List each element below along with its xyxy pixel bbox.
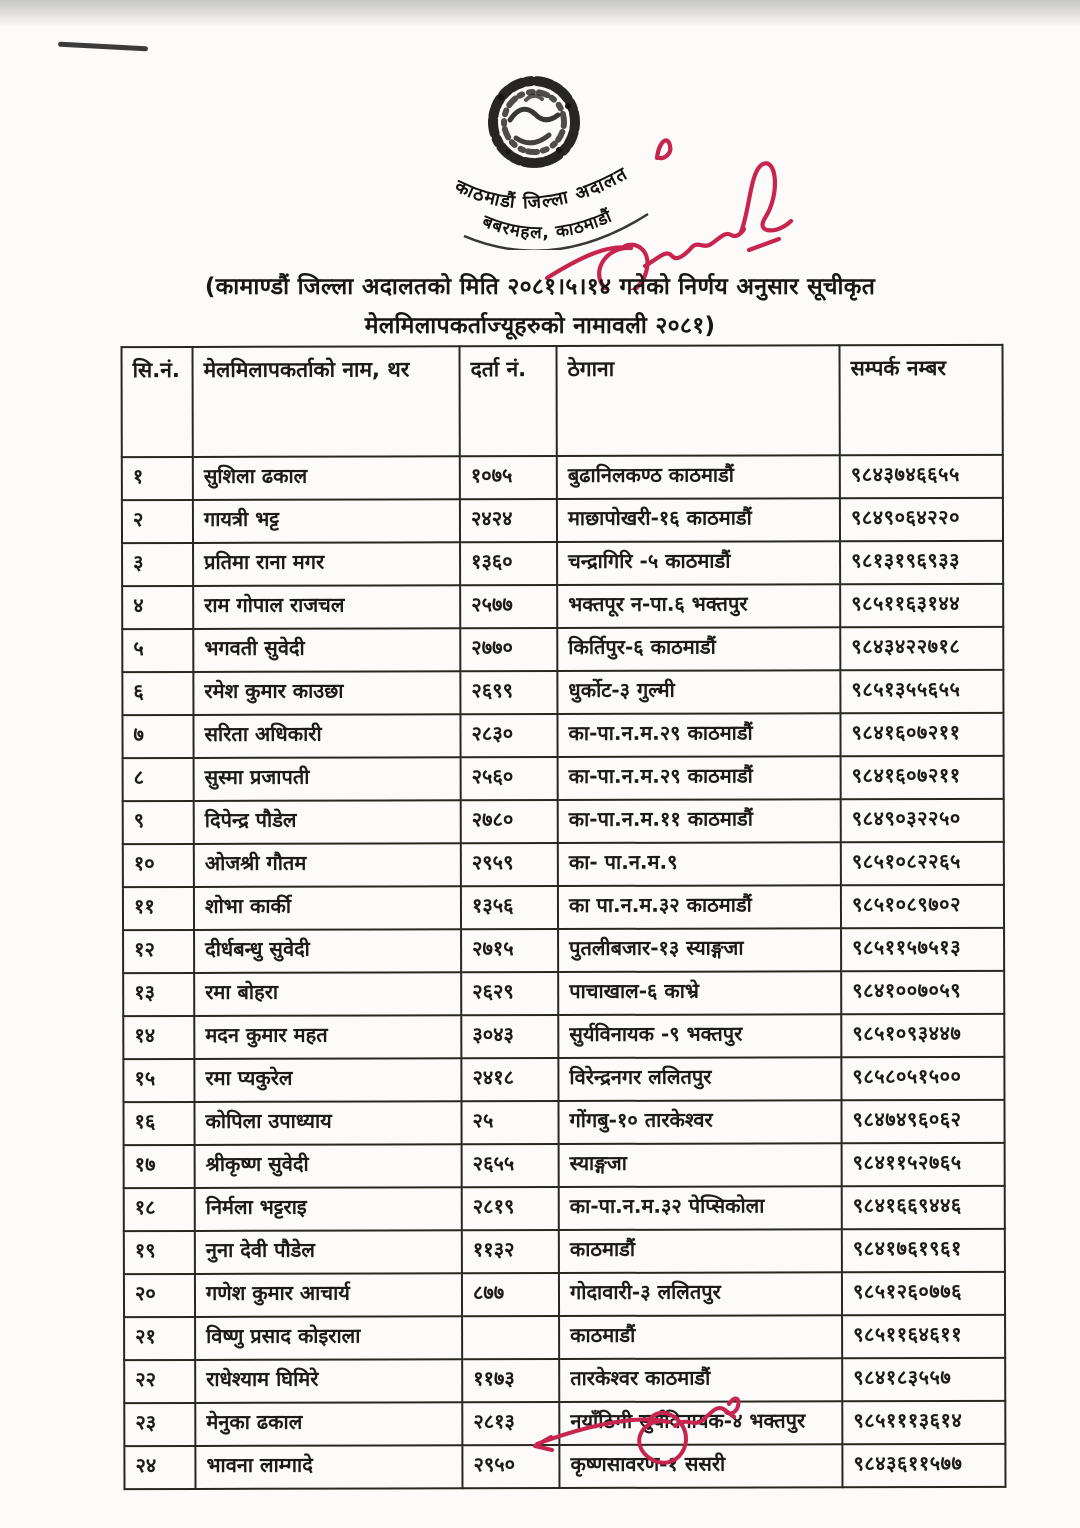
cell-sn: ६	[122, 672, 193, 715]
cell-address: गोंगबु-१० तारकेश्वर	[558, 1100, 841, 1144]
table-row	[124, 1186, 1005, 1231]
cell-sn: २०	[124, 1274, 195, 1317]
cell-name: ओजश्री गौतम	[194, 843, 461, 887]
cell-name: दिपेन्द्र पौडेल	[194, 800, 461, 844]
cell-sn: २४	[124, 1446, 195, 1489]
cell-name: रमा प्यकुरेल	[194, 1058, 461, 1102]
cell-phone: ९८५१०८९७०२	[841, 885, 1004, 928]
cell-address: काठमाडौं	[559, 1229, 842, 1273]
cell-address: चन्द्रागिरि -५ काठमाडौं	[557, 541, 840, 585]
cell-address: विरेन्द्रनगर ललितपुर	[558, 1057, 841, 1101]
cell-address: तारकेश्वर काठमाडौं	[559, 1358, 842, 1402]
cell-name: गायत्री भट्ट	[193, 499, 460, 543]
cell-address: काठमाडौं	[559, 1315, 842, 1359]
cell-address: पाचाखाल-६ काभ्रे	[558, 971, 841, 1015]
cell-sn: ११	[123, 887, 194, 930]
cell-name: निर्मला भट्टराइ	[195, 1187, 462, 1231]
cell-name: नुना देवी पौडेल	[195, 1230, 462, 1274]
cell-reg: २८१३	[462, 1402, 559, 1445]
table-row	[123, 842, 1004, 887]
cell-sn: ७	[122, 715, 193, 758]
cell-sn: १८	[124, 1188, 195, 1231]
cell-phone: ९८४३६११५७७	[842, 1444, 1005, 1487]
cell-address: किर्तिपुर-६ काठमाडौं	[557, 627, 840, 671]
cell-reg: २८३०	[460, 714, 557, 757]
cell-phone: ९८५८०५१५००	[841, 1057, 1004, 1100]
cell-sn: ४	[122, 586, 193, 629]
cell-reg: २७८०	[461, 800, 558, 843]
table-row	[122, 713, 1003, 758]
cell-sn: २२	[124, 1360, 195, 1403]
cell-name: भावना लाम्गादे	[195, 1445, 462, 1489]
cell-sn: १६	[123, 1102, 194, 1145]
cell-sn: २१	[124, 1317, 195, 1360]
cell-name: दीर्धबन्धु सुवेदी	[194, 929, 461, 973]
cell-phone: ९८५११५७५१३	[841, 928, 1004, 971]
cell-sn: ८	[123, 758, 194, 801]
column-header-name: मेलमिलापकर्ताको नाम, थर	[193, 346, 460, 457]
table-row	[124, 1229, 1005, 1274]
table-row	[123, 1057, 1004, 1102]
cell-name: भगवती सुवेदी	[193, 628, 460, 672]
cell-name: गणेश कुमार आचार्य	[195, 1273, 462, 1317]
cell-address: बुढानिलकण्ठ काठमाडौं	[557, 455, 840, 499]
table-row	[123, 1100, 1004, 1145]
table-row	[124, 1315, 1005, 1360]
cell-phone: ९८४१६६९४४६	[842, 1186, 1005, 1229]
cell-address: भक्तपूर न-पा.६ भक्तपुर	[557, 584, 840, 628]
cell-name: राधेश्याम घिमिरे	[195, 1359, 462, 1403]
cell-sn: १४	[123, 1016, 194, 1059]
cell-name: सुस्मा प्रजापती	[194, 757, 461, 801]
signature-top	[545, 118, 815, 290]
table-row	[123, 928, 1004, 973]
table-row	[124, 1143, 1005, 1188]
cell-reg: २६२९	[461, 972, 558, 1015]
cell-reg: २४२४	[460, 499, 557, 542]
cell-address: का-पा.न.म.११ काठमाडौं	[558, 799, 841, 843]
column-header-sn: सि.नं.	[122, 347, 193, 457]
cell-phone: ९८४१६०७२११	[840, 713, 1003, 756]
table-row	[123, 756, 1004, 801]
cell-reg: १३६०	[460, 542, 557, 585]
cell-name: कोपिला उपाध्याय	[194, 1101, 461, 1145]
cell-phone: ९८४७४९६०६२	[841, 1100, 1004, 1143]
cell-phone: ९८१३१९६९३३	[840, 541, 1003, 584]
cell-phone: ९८४१६०७२११	[841, 756, 1004, 799]
cell-name: सुशिला ढकाल	[193, 456, 460, 500]
cell-name: रमेश कुमार काउछा	[193, 671, 460, 715]
table-row	[122, 498, 1003, 543]
column-header-address: ठेगाना	[557, 345, 840, 456]
cell-reg: १३५६	[461, 886, 558, 929]
cell-name: रमा बोहरा	[194, 972, 461, 1016]
cell-sn: ५	[122, 629, 193, 672]
cell-sn: १	[122, 457, 193, 500]
cell-name: विष्णु प्रसाद कोइराला	[195, 1316, 462, 1360]
cell-sn: १२	[123, 930, 194, 973]
cell-address: कृष्णसावरण-१ ससरी	[559, 1444, 842, 1488]
cell-reg: २५६०	[461, 757, 558, 800]
cell-address: सुर्यविनायक -९ भक्तपुर	[558, 1014, 841, 1058]
cell-sn: १०	[123, 844, 194, 887]
cell-name: प्रतिमा राना मगर	[193, 542, 460, 586]
column-header-reg-no: दर्ता नं.	[460, 346, 557, 456]
cell-phone: ९८५१११३६१४	[842, 1401, 1005, 1444]
cell-address: धुर्कोट-३ गुल्मी	[557, 670, 840, 714]
cell-reg: ८७७	[462, 1273, 559, 1316]
cell-reg: ११३२	[462, 1230, 559, 1273]
pen-mark-dash	[58, 42, 148, 52]
cell-address: का-पा.न.म.२९ काठमाडौं	[557, 713, 840, 757]
table-row	[123, 971, 1004, 1016]
cell-reg: २५७७	[460, 585, 557, 628]
cell-phone: ९८४३४२२७१८	[840, 627, 1003, 670]
cell-phone: ९८४३७४६६५५	[840, 455, 1003, 498]
title-line-1: (कामाण्डौं जिल्ला अदालतको मिति २०८१।५।१४ गतेको निर्णय अनुसार सूचीकृत	[204, 274, 876, 300]
title-line-2: मेलमिलापकर्ताज्यूहरुको नामावली २०८१)	[364, 313, 716, 339]
cell-reg: २९५९	[461, 843, 558, 886]
cell-sn: १७	[124, 1145, 195, 1188]
cell-phone: ९८४१८३५५७	[842, 1358, 1005, 1401]
cell-phone: ९८५१०९३४४७	[841, 1014, 1004, 1057]
cell-reg: २७७०	[460, 628, 557, 671]
cell-reg: १०७५	[460, 456, 557, 499]
cell-reg: ११७३	[462, 1359, 559, 1402]
cell-phone: ९८४१००७०५९	[841, 971, 1004, 1014]
cell-phone: ९८५१०८२२६५	[841, 842, 1004, 885]
table-row	[123, 799, 1004, 844]
cell-reg: २७१५	[461, 929, 558, 972]
cell-reg	[462, 1316, 559, 1359]
cell-name: सरिता अधिकारी	[193, 714, 460, 758]
cell-sn: २३	[124, 1403, 195, 1446]
column-header-phone: सम्पर्क नम्बर	[840, 345, 1003, 455]
cell-phone: ९८५११६४६११	[842, 1315, 1005, 1358]
cell-sn: ३	[122, 543, 193, 586]
cell-name: श्रीकृष्ण सुवेदी	[195, 1144, 462, 1188]
stamp-text-address: बबरमहल, काठमाडौं	[479, 206, 616, 244]
cell-sn: २	[122, 500, 193, 543]
cell-name: मेनुका ढकाल	[195, 1402, 462, 1446]
table-row	[122, 584, 1003, 629]
cell-name: राम गोपाल राजचल	[193, 585, 460, 629]
cell-reg: २८१९	[462, 1187, 559, 1230]
table-row	[124, 1272, 1005, 1317]
document-title	[0, 268, 1080, 346]
cell-sn: १५	[123, 1059, 194, 1102]
cell-reg: २४१८	[461, 1058, 558, 1101]
cell-reg: २६५५	[462, 1144, 559, 1187]
cell-reg: ३०४३	[461, 1015, 558, 1058]
cell-address: का- पा.न.म.९	[558, 842, 841, 886]
cell-address: स्याङ्गजा	[559, 1143, 842, 1187]
cell-address: माछापोखरी-१६ काठमाडौं	[557, 498, 840, 542]
cell-phone: ९८५११६३१४४	[840, 584, 1003, 627]
cell-address: पुतलीबजार-१३ स्याङ्गजा	[558, 928, 841, 972]
table-row	[122, 541, 1003, 586]
cell-phone: ९८५१२६०७७६	[842, 1272, 1005, 1315]
cell-sn: १३	[123, 973, 194, 1016]
cell-reg: २९५०	[462, 1445, 559, 1488]
cell-phone: ९८४९०३२२५०	[841, 799, 1004, 842]
cell-address: का पा.न.म.३२ काठमाडौं	[558, 885, 841, 929]
cell-sn: १९	[124, 1231, 195, 1274]
table-row	[122, 670, 1003, 715]
cell-reg: २५	[461, 1101, 558, 1144]
table-row	[122, 455, 1003, 500]
cell-address: का-पा.न.म.२९ काठमाडौं	[558, 756, 841, 800]
cell-address: गोदावारी-३ ललितपुर	[559, 1272, 842, 1316]
cell-sn: ९	[123, 801, 194, 844]
cell-reg: २६९९	[460, 671, 557, 714]
cell-phone: ९८४११५२७६५	[842, 1143, 1005, 1186]
table-header-row	[122, 345, 1003, 457]
cell-phone: ९८५१३५५६५५	[840, 670, 1003, 713]
cell-phone: ९८४९०६४२२०	[840, 498, 1003, 541]
table-row	[122, 627, 1003, 672]
mediators-table	[121, 344, 1007, 1490]
stamp-text-court: काठमाडौं जिल्ला अदालत	[451, 162, 632, 214]
cell-name: मदन कुमार महत	[194, 1015, 461, 1059]
signature-bottom	[515, 1382, 805, 1482]
cell-phone: ९८४१७६१९६१	[842, 1229, 1005, 1272]
cell-address: का-पा.न.म.३२ पेप्सिकोला	[559, 1186, 842, 1230]
table-body	[122, 455, 1006, 1489]
table-row	[123, 1014, 1004, 1059]
cell-name: शोभा कार्की	[194, 886, 461, 930]
cell-address: नयाँठिमी सुर्यविनायक-४ भक्तपुर	[559, 1401, 842, 1445]
table-row	[123, 885, 1004, 930]
